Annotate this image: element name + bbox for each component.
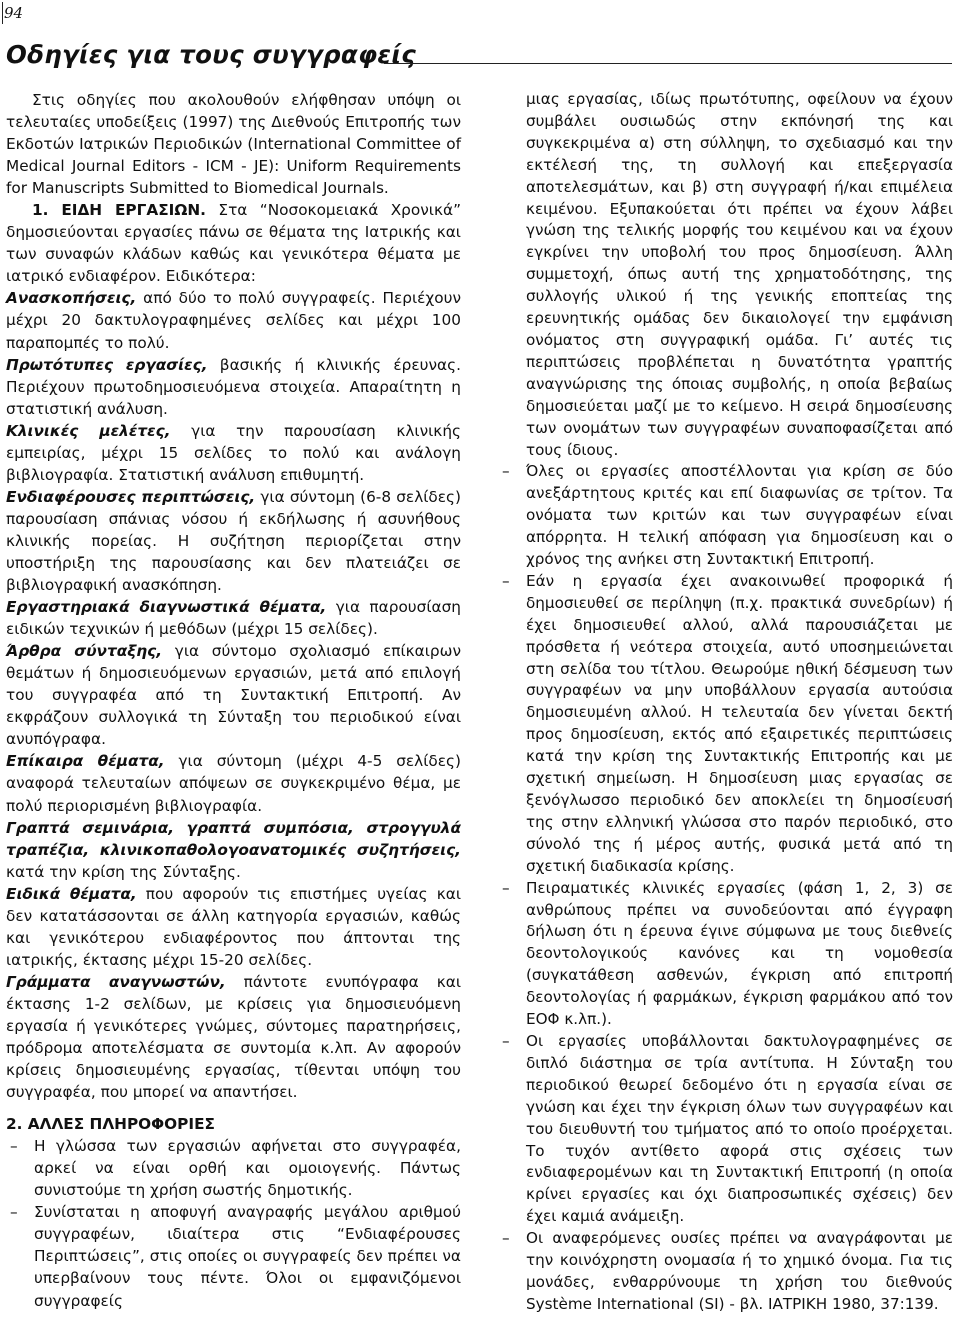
dash-bullet: – [10, 1203, 18, 1222]
article-type-term: Ειδικά θέματα, [6, 884, 137, 903]
article-type-term: Επίκαιρα θέματα, [6, 752, 165, 771]
article-type-text: από δύο το πολύ συγγραφείς. Περιέχουν μέχρι 20 δακτυλογραφημένες σελίδες και μέχρι 100 παραπομπές το πολύ. [6, 289, 461, 352]
article-type-term: Πρωτότυπες εργασίες, [6, 355, 208, 374]
article-type-text: που αφορούν τις επιστήμες υγείας και δεν κατατάσσονται σε άλλη κατηγορία εργασιών, καθώς και γενικότερου ενδιαφέροντος που άπτονται της ιατρικής, έκτασης μέχρι 15-20 σελίδες. [6, 884, 461, 969]
article-type-term: Κλινικές μελέτες, [6, 421, 171, 440]
section-1-paragraph [6, 199, 461, 287]
page-title: Οδηγίες για τους συγγραφείς [6, 40, 417, 69]
article-type-item [6, 354, 461, 420]
section-2-heading: 2. ΑΛΛΕΣ ΠΛΗΡΟΦΟΡΙΕΣ [6, 1115, 215, 1134]
dash-bullet: – [502, 571, 510, 590]
intro-paragraph: Στις οδηγίες που ακολουθούν ελήφθησαν υπόψη οι τελευταίες υποδείξεις (1997) της Διεθνούς Επιτροπής των Εκδοτών Ιατρικών Περιοδικών (International Committee of Medical Journal Editors - ICM - JE): Uniform Requirements for Manuscripts Submitted to Biomedical Journals. [6, 91, 461, 198]
article-type-text: για την παρουσίαση κλινικής εμπειρίας, μέχρι 15 σελίδες το πολύ και ανάλογη βιβλιογραφία. Στατιστική ανάλυση επιθυμητή. [6, 421, 461, 484]
article-type-text: πάντοτε ενυπόγραφα και έκτασης 1-2 σελίδων, με κρίσεις για δημοσιευόμενη εργασία ή γενικότερες γνώμες, σύντομες παρατηρήσεις, πρόδρομα αποτελέσματα σε συντομία κ.λπ. Αν αφορούν κρίσεις δημοσιευμένης εργασίας, τίθενται υπόψη του συγγραφέα, που μπορεί να απαντήσει. [6, 972, 461, 1102]
article-type-text: για παρουσίαση ειδικών τεχνικών ή μεθόδων (μέχρι 15 σελίδες). [6, 598, 461, 639]
info-list-item [498, 878, 953, 1031]
continuation-paragraph [498, 89, 953, 461]
article-type-term: Εργαστηριακά διαγνωστικά θέματα, [6, 598, 327, 617]
article-type-item [6, 817, 461, 883]
article-type-item [6, 750, 461, 816]
article-type-term: Άρθρα σύνταξης, [6, 642, 163, 661]
info-list-text: Συνίσταται η αποφυγή αναγραφής μεγάλου αριθμού συγγραφέων, ιδιαίτερα στις “Ενδιαφέρουσες Περιπτώσεις”, στις οποίες οι συγγραφείς δεν πρέπει να υπερβαίνουν τους πέντε. Όλοι οι εμφανιζόμενοι συγγραφείς [34, 1203, 461, 1310]
article-type-item [6, 420, 461, 486]
dash-bullet: – [502, 462, 510, 481]
dash-bullet: – [10, 1137, 18, 1156]
section-1-heading: 1. ΕΙΔΗ ΕΡΓΑΣΙΩΝ. [32, 201, 206, 220]
info-list-item [498, 461, 953, 571]
info-list-text: Πειραματικές κλινικές εργασίες (φάση 1, 2, 3) σε ανθρώπους πρέπει να συνοδεύονται από έγγραφη δήλωση ότι η έρευνα έγινε σύμφωνα με τους διεθνείς δεοντολογικούς κανόνες και τη νομοθεσία (συγκατάθεση ασθενών, έγκριση από επιτροπή δεοντολογίας ή φαρμάκων, έγκριση φαρμάκου από τον ΕΟΦ κ.λπ.). [526, 878, 953, 1029]
article-type-item [6, 971, 461, 1103]
info-list-text: Η γλώσσα των εργασιών αφήνεται στο συγγραφέα, αρκεί να είναι ορθή και ομοιογενής. Πάντως συνιστούμε τη χρήση σωστής δημοτικής. [34, 1137, 461, 1200]
info-list-item [6, 1201, 461, 1311]
right-column [498, 89, 953, 1316]
article-type-term: Γραπτά σεμινάρια, γραπτά συμπόσια, στρογγυλά τραπέζια, κλινικοπαθολογοανατομικές συζητήσεις, [6, 818, 461, 859]
section-1-text: Στα “Νοσοκομειακά Χρονικά” δημοσιεύονται εργασίες πάνω σε θέματα της Ιατρικής και των συναφών κλάδων καθώς και γενικότερα θέματα με ιατρικό ενδιαφέρον. Ειδικότερα: [6, 201, 461, 286]
article-type-term: Γράμματα αναγνωστών, [6, 972, 226, 991]
title-rule [384, 63, 952, 64]
info-list-item [498, 1031, 953, 1228]
article-type-text: βασικής ή κλινικής έρευνας. Περιέχουν πρωτοδημοσιευόμενα στοιχεία. Απαραίτητη η στατιστική ανάλυση. [6, 355, 461, 418]
info-list-text: Οι αναφερόμενες ουσίες πρέπει να αναγράφονται με την κοινόχρηστη ονομασία ή το χημικό όνομα. Για τις μονάδες, ενθαρρύνουμε τη χρήση του διεθνούς Système International (SI) - βλ. ΙΑΤΡΙΚΗ 1980, 37:139. [526, 1229, 953, 1313]
left-column [6, 89, 461, 1312]
dash-bullet: – [502, 1031, 510, 1050]
info-list-text: Όλες οι εργασίες αποστέλλονται για κρίση σε δύο ανεξάρτητους κριτές και επί διαφωνίας σε τρίτον. Τα ονόματα των κριτών και των συγγραφέων είναι απόρρητα. Η τελική απόφαση για δημοσίευση και ο χρόνος της ανήκει στη Συντακτική Επιτροπή. [526, 462, 953, 569]
continuation-text: μιας εργασίας, ιδίως πρωτότυπης, οφείλουν να έχουν συμβάλει ουσιωδώς στην εκπόνησή της και συγκεκριμένα α) στη σύλληψη, το σχεδιασμό και την εκτέλεσή της, τη συλλογή και επεξεργασία αποτελεσμάτων, και β) στη συγγραφή ή/και επιμέλεια κειμένου. Εξυπακούεται ότι πρέπει να έχουν λάβει γνώση της τελικής μορφής του κειμένου και να έχουν εγκρίνει την υποβολή του προς δημοσίευση. Άλλη συμμετοχή, όπως αυτή της χρηματοδότησης, της συλλογής υλικού ή της γενικής εποπτείας της ερευνητικής ομάδας δεν δικαιολογεί την εμφάνιση ονόματος στη συγγραφική ομάδα. Γι’ αυτές τις περιπτώσεις προβλέπεται η δυνατότητα γραπτής αναγνώρισης της όποιας συμβολής, η οποία βεβαίως δημοσιεύεται μαζί με το κείμενο. Η σειρά δημοσίευσης των ονομάτων των συγγραφέων συναποφασίζεται από τους ίδιους. [526, 90, 953, 459]
info-list-text: Οι εργασίες υποβάλλονται δακτυλογραφημένες σε διπλό διάστημα σε τρία αντίτυπα. Η Σύνταξη του περιοδικού θεωρεί δεδομένο ότι η εργασία είναι σε γνώση και έχει την έγκριση όλων των συγγραφέων και του διευθυντή του τμήματος από το οποίο προέρχεται. Το τυχόν αντίθετο αφορά στις σχέσεις των ενδιαφερομένων και τη Συντακτική Επιτροπή (η οποία κρίνει εργασίες και όχι διαπροσωπικές σχέσεις) δεν έχει καμιά ανάμειξη. [526, 1031, 953, 1226]
article-type-text: κατά την κρίση της Σύνταξης. [6, 862, 241, 881]
dash-bullet: – [502, 1229, 510, 1248]
dash-bullet: – [502, 878, 510, 897]
info-list-item [498, 1228, 953, 1316]
article-type-item [6, 640, 461, 750]
article-type-item [6, 486, 461, 596]
info-list-item [498, 571, 953, 878]
article-type-term: Ενδιαφέρουσες περιπτώσεις, [6, 487, 256, 506]
article-type-text: για σύντομη (6-8 σελίδες) παρουσίαση σπάνιας νόσου ή εκδήλωσης ή ασυνήθους κλινικής πορείας. Η συζήτηση περιορίζεται στην υποστήριξη της παρουσίασης και δεν πλατειάζει σε βιβλιογραφική ανασκόπηση. [6, 487, 461, 595]
info-list-text: Εάν η εργασία έχει ανακοινωθεί προφορικά ή δημοσιευθεί σε περίληψη (π.χ. πρακτικά συνεδρίων) ή έχει δημοσιευθεί αλλού, αλλά παρουσιάζεται με πρόσθετα ή νεότερα στοιχεία, αυτό υποσημειώνεται στη σελίδα του τίτλου. Θεωρούμε ηθική δέσμευση των συγγραφέων να μην υποβάλλουν εργασία αυτούσια δημοσιευμένη αλλού. Η τελευταία δεν γίνεται δεκτή προς δημοσίευση, εκτός από εξαιρετικές περιπτώσεις κατά την κρίση της Συντακτικής Επιτροπής και με σχετική σημείωση. Η δημοσίευση μιας εργασίας σε ξενόγλωσσο περιοδικό δεν αποκλείει τη δημοσίευσή της στην ελληνική γλώσσα στο παρόν περιοδικό, στο σύνολό της ή μέρος αυτής, φυσικά μετά από τη σχετική διαδικασία κρίσης. [526, 571, 953, 875]
article-type-item [6, 596, 461, 640]
article-type-text: για σύντομο σχολιασμό επίκαιρων θεμάτων ή δημοσιευόμενων εργασιών, μετά από επιλογή του συγγραφέα από τη Συντακτική Επιτροπή. Αν εκφράζουν συλλογικά τη Σύνταξη του περιοδικού είναι ανυπόγραφα. [6, 642, 461, 749]
info-list-item [6, 1135, 461, 1201]
article-type-term: Ανασκοπήσεις, [6, 289, 137, 308]
article-type-text: για σύντομη (μέχρι 4-5 σελίδες) αναφορά τελευταίων απόψεων σε συγκεκριμένο θέμα, με πολύ περιορισμένη βιβλιογραφία. [6, 752, 461, 815]
page-number: 94 [4, 4, 24, 22]
article-type-item [6, 287, 461, 353]
article-type-item [6, 883, 461, 971]
